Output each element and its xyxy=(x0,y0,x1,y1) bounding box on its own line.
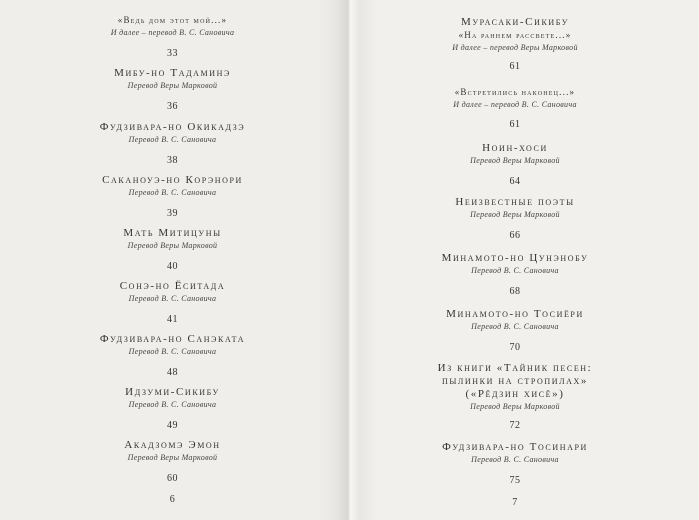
toc-entry xyxy=(400,308,630,354)
toc-translator: Перевод Веры Марковой xyxy=(470,210,560,219)
toc-entry xyxy=(60,174,285,220)
toc-heading: Фудзивара-но Окикадзэ xyxy=(99,121,246,133)
page-folio-left xyxy=(60,494,285,506)
toc-translator: Перевод Веры Марковой xyxy=(470,156,560,165)
toc-heading-line3: («Рёдзин хисё») xyxy=(465,388,565,400)
toc-translator: И далее – перевод В. С. Сановича xyxy=(110,28,235,37)
toc-heading: Акадзомэ Эмон xyxy=(124,439,221,451)
toc-entry xyxy=(400,16,630,73)
toc-entry xyxy=(400,441,630,487)
folio-number: 7 xyxy=(512,497,518,508)
left-toc-column xyxy=(60,0,285,520)
toc-entry xyxy=(400,252,630,298)
toc-heading-line2: пылинки на стропилах» xyxy=(441,375,589,387)
toc-page-number: 40 xyxy=(167,261,178,272)
toc-entry xyxy=(60,280,285,326)
toc-page-number: 49 xyxy=(167,420,178,431)
toc-translator: Перевод Веры Марковой xyxy=(470,402,560,411)
toc-translator: Перевод В. С. Сановича xyxy=(471,322,559,331)
toc-entry xyxy=(60,67,285,113)
toc-page-number: 60 xyxy=(167,473,178,484)
toc-entry xyxy=(60,14,285,60)
toc-entry xyxy=(60,333,285,379)
toc-translator: Перевод В. С. Сановича xyxy=(128,347,217,356)
toc-heading: Минамото-но Тосиёри xyxy=(446,308,584,320)
toc-translator: Перевод В. С. Сановича xyxy=(471,455,559,464)
toc-page-number: 39 xyxy=(167,208,178,219)
toc-page-number: 61 xyxy=(509,61,521,72)
toc-heading-line2: «На раннем рассвете...» xyxy=(458,30,572,40)
toc-page-number: 38 xyxy=(167,155,178,166)
right-toc-column xyxy=(400,0,630,520)
toc-heading: Саканоуэ-но Корэнори xyxy=(102,174,243,186)
toc-translator: И далее – перевод Веры Марковой xyxy=(452,43,578,52)
toc-heading: Ноин-хоси xyxy=(482,142,548,154)
toc-heading: Фудзивара-но Санэката xyxy=(99,333,246,345)
toc-page-number: 70 xyxy=(509,342,521,353)
toc-translator: Перевод В. С. Сановича xyxy=(128,135,217,144)
toc-entry xyxy=(400,142,630,188)
toc-page-number: 48 xyxy=(167,367,178,378)
toc-entry xyxy=(400,362,630,432)
toc-page-number: 72 xyxy=(509,420,521,431)
toc-page-number: 61 xyxy=(509,119,521,130)
toc-entry xyxy=(60,386,285,432)
toc-translator: Перевод Веры Марковой xyxy=(127,241,218,250)
toc-heading: «Ведь дом этот мой...» xyxy=(117,15,228,25)
toc-entry xyxy=(60,121,285,167)
toc-heading: Фудзивара-но Тосинари xyxy=(442,441,588,453)
toc-heading: Мурасаки-Сикибу xyxy=(461,16,569,28)
toc-translator: Перевод В. С. Сановича xyxy=(128,188,217,197)
toc-page-number: 41 xyxy=(167,314,178,325)
toc-heading: Сонэ-но Ёситада xyxy=(119,280,226,292)
toc-translator: Перевод В. С. Сановича xyxy=(128,400,217,409)
toc-heading: Мибу-но Тадаминэ xyxy=(114,67,231,79)
toc-heading: Из книги «Тайник песен: xyxy=(437,362,593,374)
toc-translator: Перевод Веры Марковой xyxy=(127,453,218,462)
toc-heading: Мать Митицуны xyxy=(123,227,222,239)
toc-translator: Перевод В. С. Сановича xyxy=(471,266,559,275)
toc-page-number: 36 xyxy=(167,101,178,112)
toc-heading: Минамото-но Цунэнобу xyxy=(441,252,589,264)
toc-page-number: 75 xyxy=(509,475,521,486)
toc-translator: Перевод Веры Марковой xyxy=(127,81,218,90)
toc-translator: И далее – перевод В. С. Сановича xyxy=(453,100,577,109)
toc-page-number: 33 xyxy=(167,48,178,59)
toc-heading: «Встретились наконец...» xyxy=(454,87,576,97)
toc-page-number: 64 xyxy=(509,176,521,187)
toc-heading: Идзуми-Сикибу xyxy=(125,386,220,398)
toc-translator: Перевод В. С. Сановича xyxy=(128,294,217,303)
toc-heading: Неизвестные поэты xyxy=(455,196,575,208)
page-folio-right xyxy=(400,497,630,509)
toc-entry xyxy=(60,439,285,485)
toc-entry xyxy=(400,196,630,242)
toc-entry xyxy=(400,86,630,131)
toc-page-number: 66 xyxy=(509,230,521,241)
toc-entry xyxy=(60,227,285,273)
toc-page-number: 68 xyxy=(509,286,521,297)
folio-number: 6 xyxy=(169,494,176,505)
